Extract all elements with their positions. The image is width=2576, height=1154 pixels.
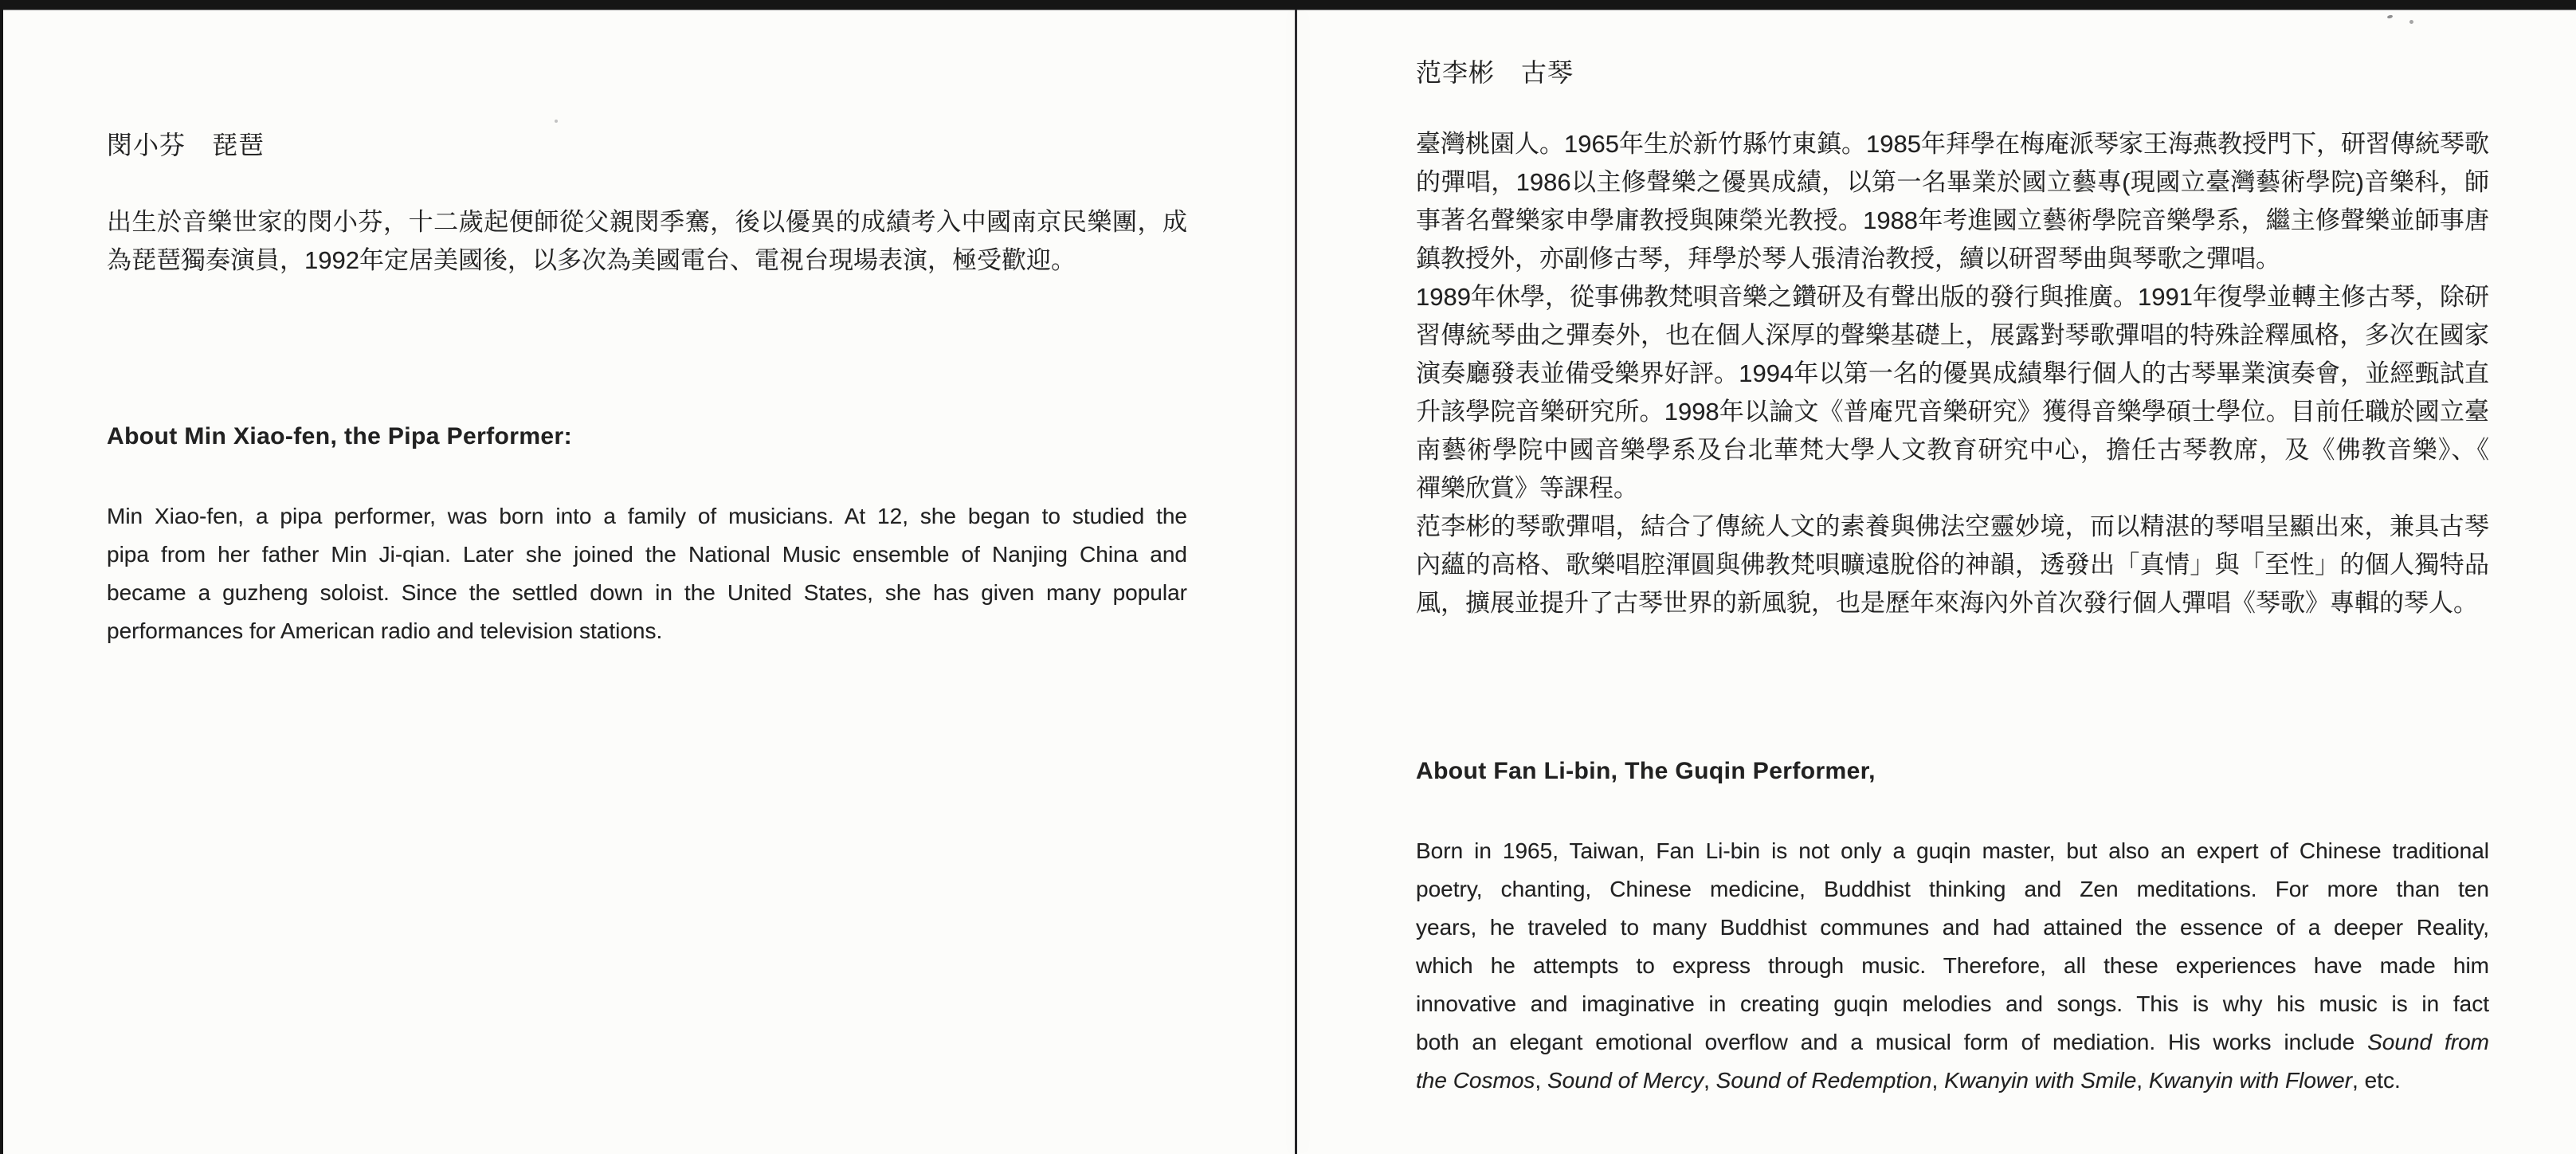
text-line: 習傳統琴曲之彈奏外，也在個人深厚的聲樂基礎上，展露對琴歌彈唱的特殊詮釋風格，多次在國家 <box>1416 321 2489 349</box>
text-line: 風，擴展並提升了古琴世界的新風貌，也是歷年來海內外首次發行個人彈唱《琴歌》專輯的琴人。 <box>1416 589 2478 617</box>
right-page-bio-chinese <box>1416 125 2489 622</box>
text-line: 臺灣桃園人。1965年生於新竹縣竹東鎮。1985年拜學在梅庵派琴家王海燕教授門下，研習傳統琴歌 <box>1416 130 2489 158</box>
text-line: years, he traveled to many Buddhist communes and had attained the essence of a deeper Reality, <box>1416 915 2489 940</box>
page-fold <box>1295 10 1297 1154</box>
dust-speck <box>2387 14 2394 19</box>
text-line: 1989年休學，從事佛教梵唄音樂之鑽研及有聲出版的發行與推廣。1991年復學並轉主修古琴，除研 <box>1416 283 2489 311</box>
text-line: performances for American radio and television stations. <box>107 618 663 643</box>
text-line: 事著名聲樂家申學庸教授與陳榮光教授。1988年考進國立藝術學院音樂學系，繼主修聲樂並師事唐 <box>1416 206 2489 234</box>
text-line: 南藝術學院中國音樂學系及台北華梵大學人文教育研究中心，擔任古琴教席，及《佛教音樂》、《 <box>1416 436 2489 464</box>
right-page-heading-english: About Fan Li-bin, The Guqin Performer, <box>1416 758 1876 784</box>
dust-speck <box>2409 20 2413 24</box>
scan-top-edge <box>0 0 2576 10</box>
text-line: 升該學院音樂研究所。1998年以論文《普庵咒音樂研究》獲得音樂學碩士學位。目前任職於國立臺 <box>1416 398 2489 426</box>
scan-left-edge <box>0 0 3 1154</box>
dust-speck <box>555 120 558 123</box>
text-line: Min Xiao-fen, a pipa performer, was born into a family of musicians. At 12, she began to studied the <box>107 504 1187 528</box>
text-line: which he attempts to express through music. Therefore, all these experiences have made him <box>1416 953 2489 978</box>
text-line: Born in 1965, Taiwan, Fan Li-bin is not only a guqin master, but also an expert of Chinese traditional <box>1416 838 2489 863</box>
text-line: 內蘊的高格、歌樂唱腔渾圓與佛教梵唄曠遠脫俗的神韻，透發出「真情」與「至性」的個人獨特品 <box>1416 551 2489 579</box>
text-line: 出生於音樂世家的閔小芬，十二歲起便師從父親閔季騫，後以優異的成績考入中國南京民樂團，成 <box>107 208 1187 236</box>
left-page-heading-english: About Min Xiao-fen, the Pipa Performer: <box>107 423 572 449</box>
text-line: 演奏廳發表並備受樂界好評。1994年以第一名的優異成績舉行個人的古琴畢業演奏會，並經甄試直 <box>1416 359 2489 387</box>
left-page-bio-english <box>107 497 1187 650</box>
left-page-title: 閔小芬 琵琶 <box>107 131 265 159</box>
text-line: became a guzheng soloist. Since the settled down in the United States, she has given many popular <box>107 580 1187 605</box>
text-line: 的彈唱，1986以主修聲樂之優異成績，以第一名畢業於國立藝專(現國立臺灣藝術學院)音樂科，師 <box>1416 168 2489 196</box>
text-line: the Cosmos, Sound of Mercy, Sound of Redemption, Kwanyin with Smile, Kwanyin with Flower, etc. <box>1416 1068 2401 1093</box>
text-line: poetry, chanting, Chinese medicine, Buddhist thinking and Zen meditations. For more than ten <box>1416 877 2489 901</box>
text-line: innovative and imaginative in creating guqin melodies and songs. This is why his music is in fact <box>1416 991 2489 1016</box>
left-page-bio-chinese <box>107 203 1187 280</box>
text-line: 鎮教授外，亦副修古琴，拜學於琴人張清治教授，續以研習琴曲與琴歌之彈唱。 <box>1416 245 2280 273</box>
text-line: 為琵琶獨奏演員，1992年定居美國後，以多次為美國電台、電視台現場表演，極受歡迎。 <box>107 246 1076 274</box>
text-line: both an elegant emotional overflow and a musical form of mediation. His works include Sound from <box>1416 1030 2489 1054</box>
right-page-bio-english <box>1416 832 2489 1100</box>
text-line: 禪樂欣賞》等課程。 <box>1416 474 1638 502</box>
right-page-title: 范李彬 古琴 <box>1416 58 1574 87</box>
text-line: 范李彬的琴歌彈唱，結合了傳統人文的素養與佛法空靈妙境，而以精湛的琴唱呈顯出來，兼具古琴 <box>1416 512 2489 540</box>
text-line: pipa from her father Min Ji-qian. Later she joined the National Music ensemble of Nanjing China and <box>107 542 1187 567</box>
